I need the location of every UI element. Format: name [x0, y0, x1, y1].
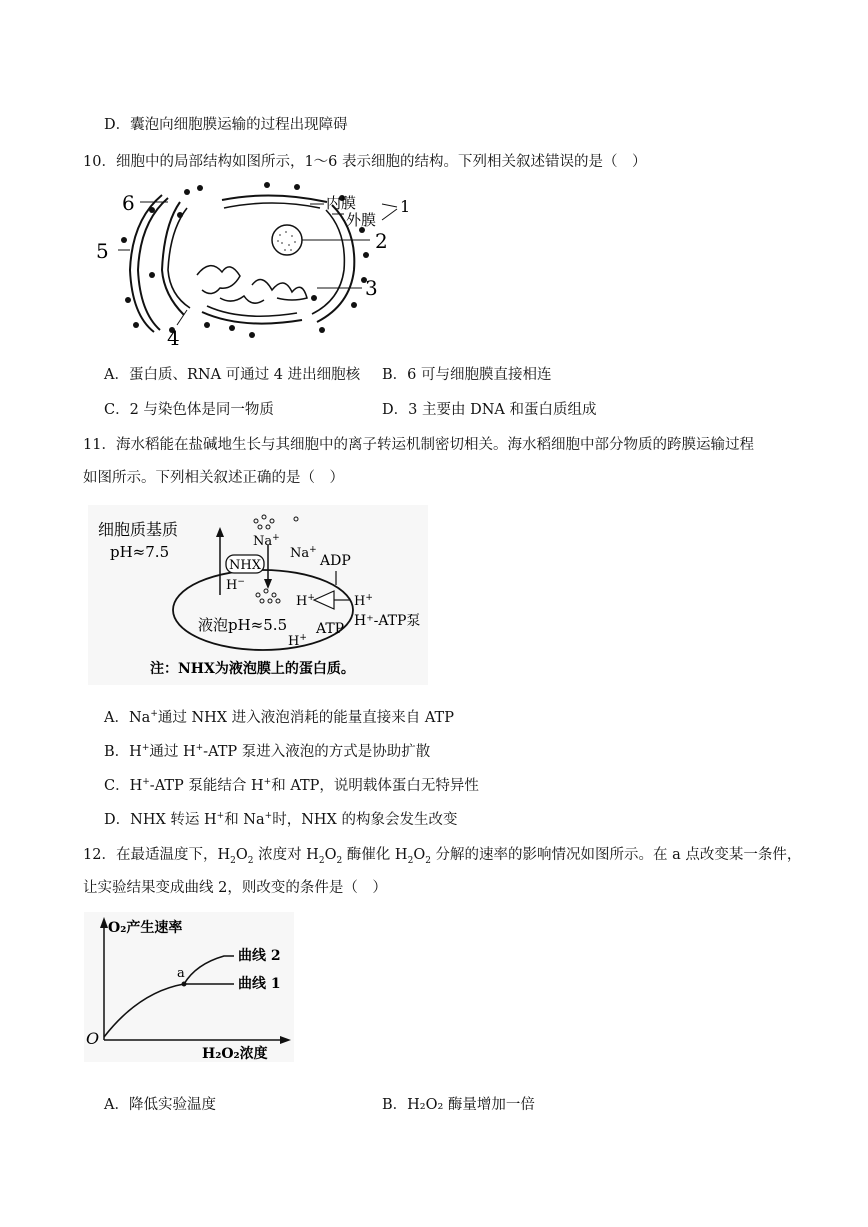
label-vacuole-ph: 液泡pH≈5.5 [198, 616, 288, 634]
q10-option-d: D．3 主要由 DNA 和蛋白质组成 [382, 402, 597, 418]
q12-stem-line2: 让实验结果变成曲线 2，则改变的条件是（ ） [83, 880, 387, 896]
q12-option-a: A．降低实验温度 [104, 1097, 216, 1113]
label-cytoplasm: 细胞质基质 [98, 520, 179, 539]
label-6: 6 [122, 191, 135, 215]
q11-stem-line1: 11．海水稻能在盐碱地生长与其细胞中的离子转运机制密切相关。海水稻细胞中部分物质的跨膜运输过程 [83, 437, 754, 453]
label-na-plus-outside: Na+ [290, 545, 317, 561]
label-h-minus: H− [226, 577, 245, 593]
label-h-plus-in: H+ [296, 593, 315, 609]
q10-option-a: A．蛋白质、RNA 可通过 4 进出细胞核 [104, 367, 361, 383]
q9-option-d: D．囊泡向细胞膜运输的过程出现障碍 [104, 117, 348, 133]
label-origin: O [86, 1029, 100, 1048]
label-pump: H⁺-ATP泵 [354, 613, 421, 629]
q12-stem-line1: 12．在最适温度下，$H_2O_2$ 浓度对 $H_2O_2$ 酶催化 $H_2O_2$ 分解的速率的影响情况如图所示。在 a 点改变某一条件， [83, 847, 802, 866]
label-adp: ADP [320, 553, 351, 569]
label-curve-1: 曲线 1 [238, 976, 281, 992]
figure-note: 注：NHX为液泡膜上的蛋白质。 [150, 661, 355, 677]
q11-option-a: A．Na+通过 NHX 进入液泡消耗的能量直接来自 ATP [104, 709, 454, 726]
label-cyto-ph: pH≈7.5 [110, 543, 170, 561]
label-2: 2 [375, 229, 388, 253]
label-1: 1 [400, 197, 411, 216]
label-4: 4 [167, 326, 180, 350]
label-h-plus-vacuole: H+ [288, 633, 307, 649]
label-5: 5 [96, 239, 109, 263]
q10-option-c: C．2 与染色体是同一物质 [104, 402, 274, 418]
q10-cell-nucleus-figure [92, 180, 412, 350]
q11-option-b: B．H+通过 H+-ATP 泵进入液泡的方式是协助扩散 [104, 743, 431, 760]
label-na-plus: Na+ [253, 533, 280, 549]
label-point-a: a [177, 966, 185, 981]
q12-option-b: B．H₂O₂ 酶量增加一倍 [382, 1097, 535, 1113]
label-atp: ATP [316, 621, 345, 637]
q10-option-b: B．6 可与细胞膜直接相连 [382, 367, 552, 383]
label-h-plus-out: H+ [354, 593, 373, 609]
label-xlabel: H₂O₂浓度 [202, 1046, 268, 1062]
label-inner-membrane: 内膜 [326, 194, 357, 212]
label-ylabel: O₂产生速率 [108, 920, 183, 936]
q10-stem: 10．细胞中的局部结构如图所示，1～6 表示细胞的结构。下列相关叙述错误的是（ ） [83, 154, 647, 170]
q11-option-d: D．NHX 转运 H+和 Na+时，NHX 的构象会发生改变 [104, 811, 458, 828]
label-3: 3 [365, 276, 378, 300]
q11-stem-line2: 如图所示。下列相关叙述正确的是（ ） [83, 470, 344, 486]
q12-rate-chart [84, 912, 294, 1062]
label-nhx: NHX [229, 558, 261, 573]
label-curve-2: 曲线 2 [238, 948, 281, 964]
label-outer-membrane: 外膜 [346, 211, 377, 229]
q11-transport-figure [88, 505, 428, 685]
q11-option-c: C．H+-ATP 泵能结合 H+和 ATP，说明载体蛋白无特异性 [104, 777, 479, 794]
